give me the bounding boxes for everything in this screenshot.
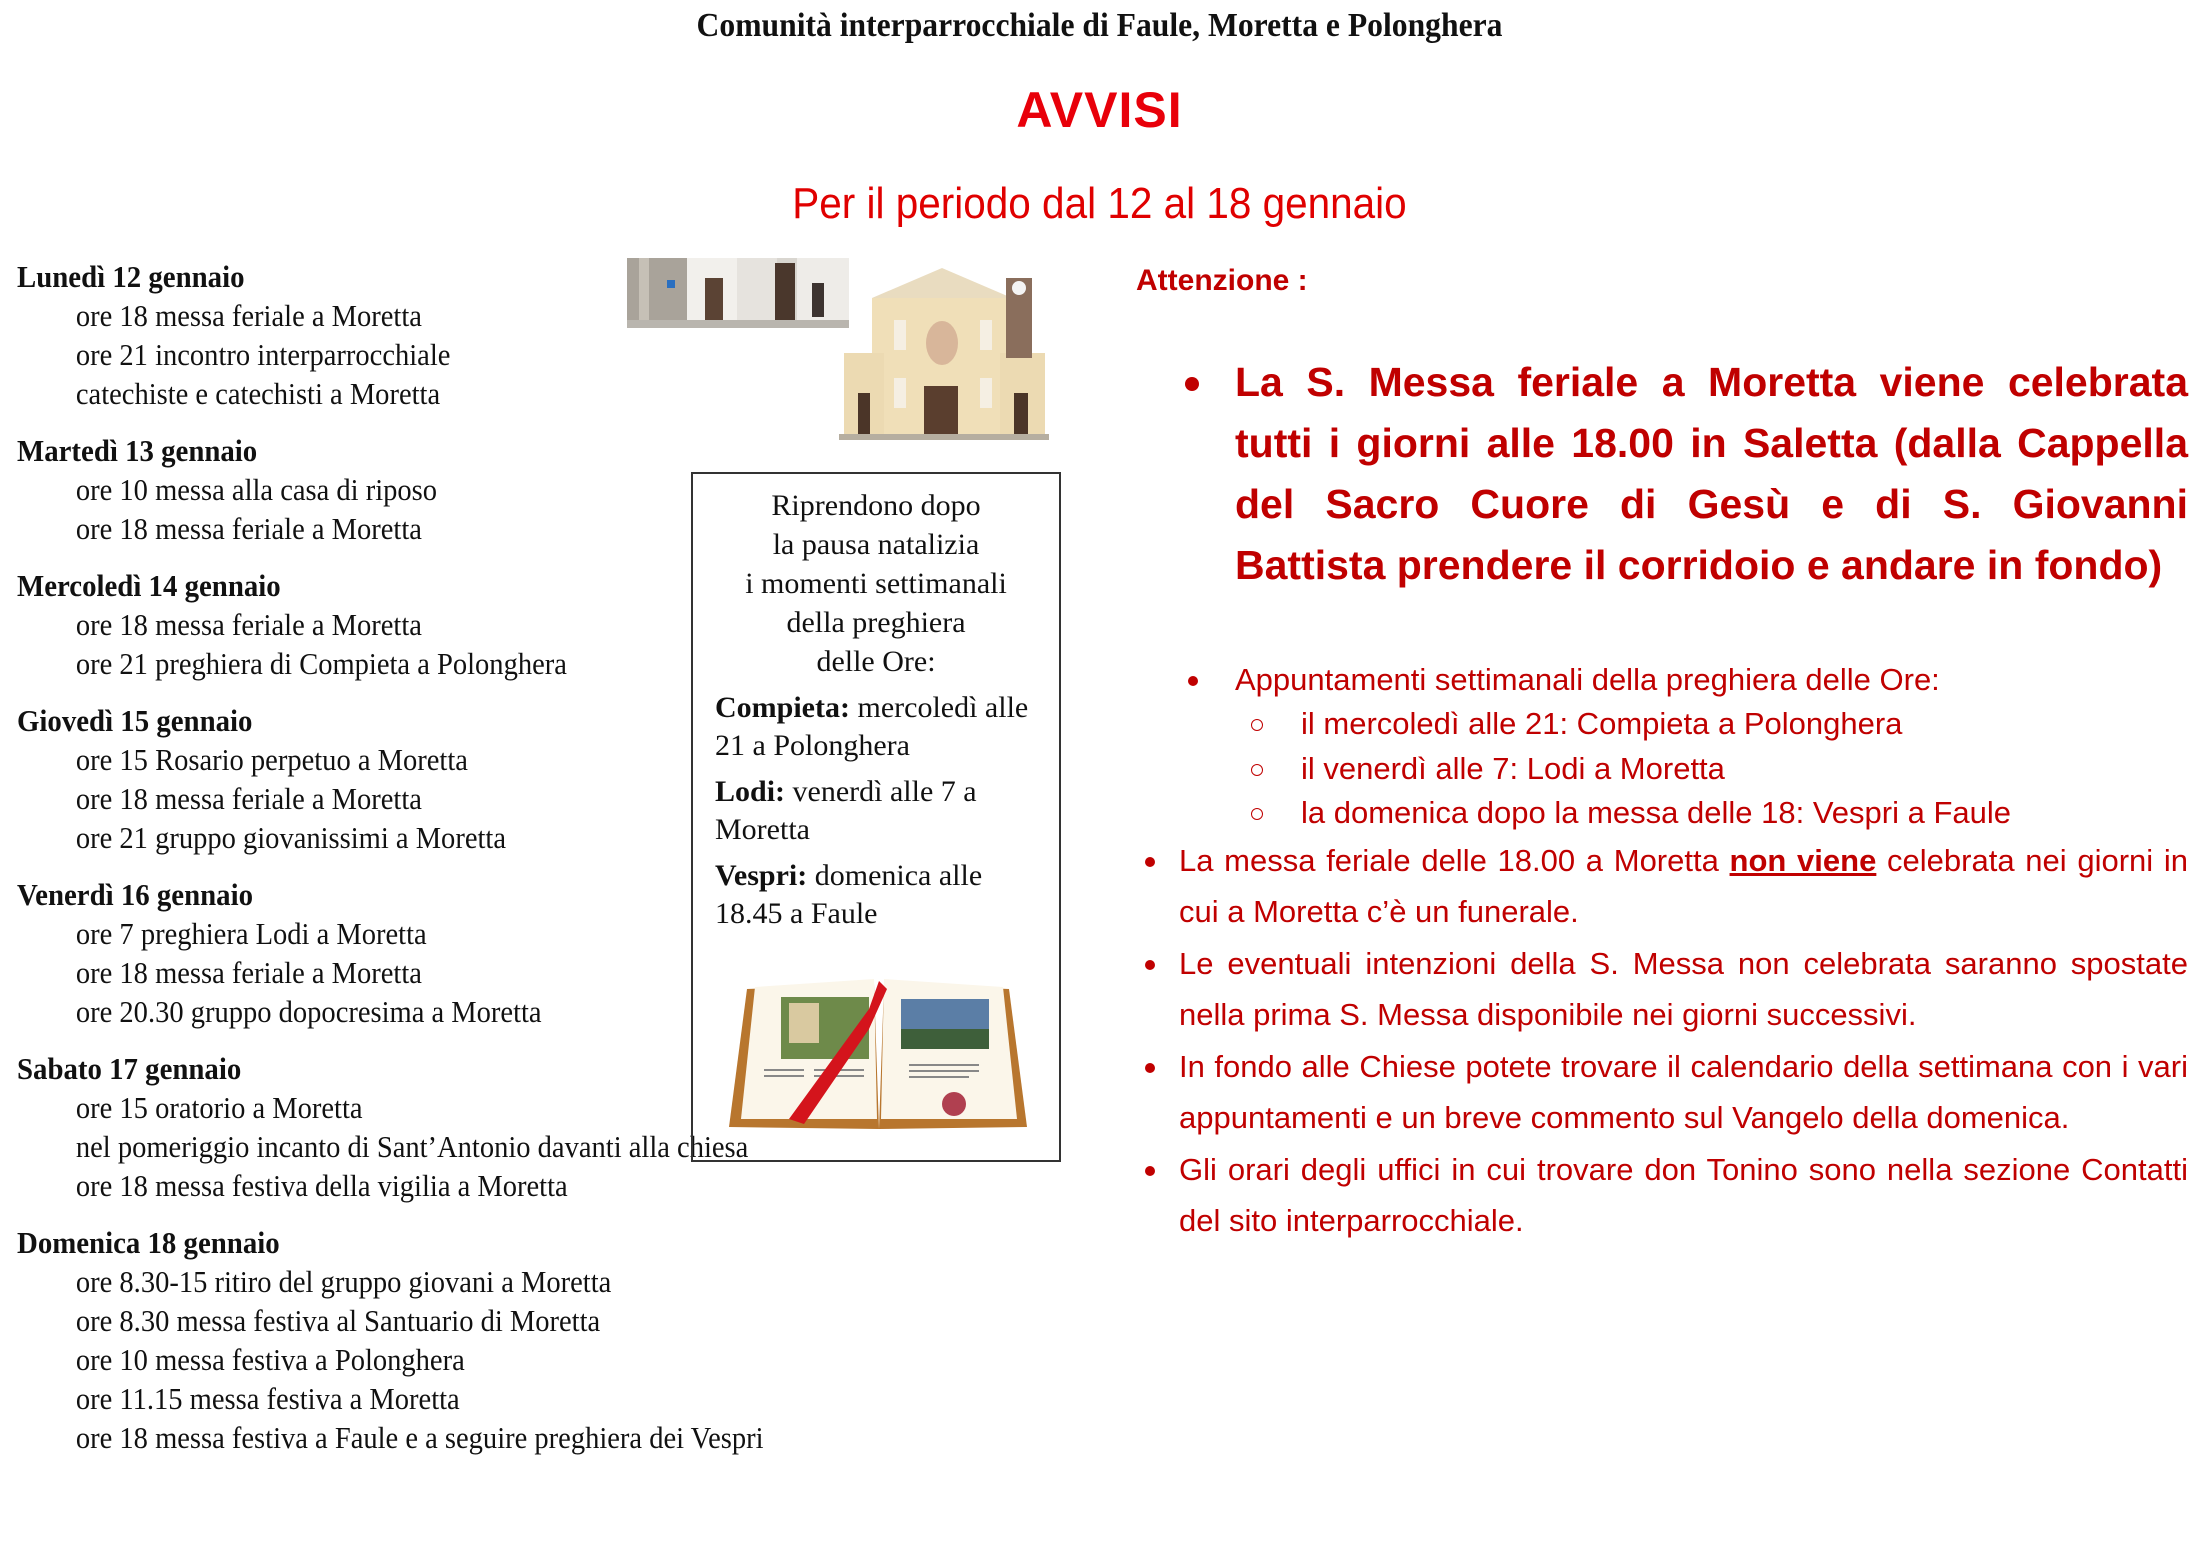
prayer-box-intro-line: della preghiera	[786, 606, 966, 639]
schedule-item: ore 8.30 messa festiva al Santuario di Moretta	[75, 1303, 601, 1338]
prayer-box-intro-line: Riprendono dopo	[771, 489, 981, 522]
schedule-item: ore 18 messa feriale a Moretta	[75, 511, 422, 546]
prayer-box-intro-line: i momenti settimanali	[745, 567, 1007, 600]
schedule-item: ore 18 messa festiva a Faule e a seguire preghiera dei Vespri	[75, 1420, 764, 1455]
appointments-title: Appuntamenti settimanali della preghiera delle Ore:	[1235, 662, 1940, 697]
attention-label: Attenzione :	[1136, 264, 1308, 297]
schedule-item: ore 18 messa feriale a Moretta	[75, 607, 422, 642]
notice-text: In fondo alle Chiese potete trovare il calendario della settimana con i vari appuntamenti e un breve commento sul Vangelo della domenica.	[1179, 1049, 2188, 1135]
notice-text: Le eventuali intenzioni della S. Messa non celebrata saranno spostate nella prima S. Messa disponibile nei giorni successivi.	[1179, 946, 2188, 1032]
prayer-schedule: domenica alle 18.45 a Faule	[715, 859, 983, 930]
day-heading: Giovedì 15 gennaio	[17, 703, 253, 738]
bullet-icon	[1185, 377, 1199, 391]
circle-bullet-icon	[1251, 719, 1263, 731]
community-title: Comunità interparrocchiale di Faule, Moretta e Polonghera	[696, 7, 1503, 44]
schedule-item: ore 18 messa feriale a Moretta	[75, 781, 422, 816]
schedule-day	[17, 1224, 947, 1457]
prayer-schedule: venerdì alle 7 a Moretta	[715, 775, 977, 846]
bullet-icon	[1145, 1063, 1155, 1073]
appointment-item	[1251, 702, 2188, 747]
main-notice	[1185, 352, 2188, 596]
schedule-item: ore 15 Rosario perpetuo a Moretta	[75, 742, 468, 777]
schedule-item: ore 21 preghiera di Compieta a Polonghera	[75, 646, 567, 681]
schedule-item: ore 10 messa alla casa di riposo	[75, 472, 438, 507]
prayer-label: Compieta:	[715, 691, 850, 724]
church-entrance-photo	[627, 258, 849, 328]
day-heading: Domenica 18 gennaio	[17, 1225, 280, 1260]
prayer-box-intro-line: la pausa natalizia	[772, 528, 980, 561]
schedule-item: ore 18 messa festiva della vigilia a Moretta	[75, 1168, 568, 1203]
schedule-item: ore 8.30-15 ritiro del gruppo giovani a Moretta	[75, 1264, 612, 1299]
appointment-text: il mercoledì alle 21: Compieta a Polonghera	[1301, 706, 1903, 741]
funeral-notice	[1142, 835, 2188, 937]
other-notices	[1142, 835, 2188, 1247]
bullet-icon	[1145, 1166, 1155, 1176]
church-facade-photo	[824, 258, 1062, 440]
appointment-item	[1251, 747, 2188, 792]
circle-bullet-icon	[1251, 764, 1263, 776]
bullet-icon	[1145, 960, 1155, 970]
schedule-item: ore 21 incontro interparrocchiale	[75, 337, 451, 372]
schedule-item: ore 7 preghiera Lodi a Moretta	[75, 916, 427, 951]
open-book-image	[719, 959, 1037, 1139]
notice-text: Gli orari degli uffici in cui trovare don Tonino sono nella sezione Contatti del sito interparrocchiale.	[1179, 1152, 2188, 1238]
bullet-icon	[1145, 857, 1155, 867]
appointment-text: il venerdì alle 7: Lodi a Moretta	[1301, 750, 1725, 786]
appointment-item	[1251, 791, 2188, 836]
day-heading: Sabato 17 gennaio	[17, 1051, 242, 1086]
day-heading: Mercoledì 14 gennaio	[17, 568, 281, 603]
avvisi-heading: AVVISI	[1016, 82, 1183, 138]
prayer-label: Vespri:	[715, 859, 808, 892]
circle-bullet-icon	[1251, 808, 1263, 820]
notice-item	[1142, 938, 2188, 1040]
day-heading: Martedì 13 gennaio	[17, 433, 258, 468]
period-subtitle: Per il periodo dal 12 al 18 gennaio	[792, 179, 1407, 228]
notice-item	[1142, 1144, 2188, 1246]
funeral-text-after: celebrata nei giorni in cui a Moretta c’è un funerale.	[1179, 843, 2188, 929]
prayer-schedule: mercoledì alle 21 a Polonghera	[715, 691, 1029, 762]
schedule-item: ore 11.15 messa festiva a Moretta	[75, 1381, 460, 1416]
day-heading: Venerdì 16 gennaio	[17, 877, 254, 912]
bullet-icon	[1188, 676, 1198, 686]
appointments-notice	[1185, 658, 2188, 836]
main-notice-text: La S. Messa feriale a Moretta viene celebrata tutti i giorni alle 18.00 in Saletta (dalla Cappella del Sacro Cuore di Gesù e di S. Giovanni Battista prendere il corridoio e andare in fondo)	[1235, 359, 2188, 588]
schedule-item: ore 18 messa feriale a Moretta	[75, 298, 422, 333]
notice-item	[1142, 1041, 2188, 1143]
appointment-text: la domenica dopo la messa delle 18: Vespri a Faule	[1301, 795, 2011, 830]
prayer-box-item	[693, 857, 1059, 933]
day-heading: Lunedì 12 gennaio	[17, 259, 245, 294]
schedule-item: ore 18 messa feriale a Moretta	[75, 955, 422, 990]
schedule-item: ore 21 gruppo giovanissimi a Moretta	[75, 820, 506, 855]
prayer-box-item	[693, 689, 1059, 765]
prayer-box-item	[693, 773, 1059, 849]
schedule-item: ore 10 messa festiva a Polonghera	[75, 1342, 465, 1377]
schedule-item: ore 20.30 gruppo dopocresima a Moretta	[75, 994, 542, 1029]
prayer-box-intro	[693, 486, 1059, 681]
prayer-label: Lodi:	[715, 775, 786, 808]
prayer-box-intro-line: delle Ore:	[816, 645, 936, 678]
funeral-text-before: La messa feriale delle 18.00 a Moretta	[1179, 843, 1730, 878]
prayer-hours-box	[691, 472, 1061, 1162]
schedule-item: ore 15 oratorio a Moretta	[75, 1090, 363, 1125]
schedule-item: nel pomeriggio incanto di Sant’Antonio davanti alla chiesa	[75, 1129, 749, 1164]
funeral-emphasis: non viene	[1729, 843, 1877, 878]
schedule-item: catechiste e catechisti a Moretta	[75, 376, 441, 411]
